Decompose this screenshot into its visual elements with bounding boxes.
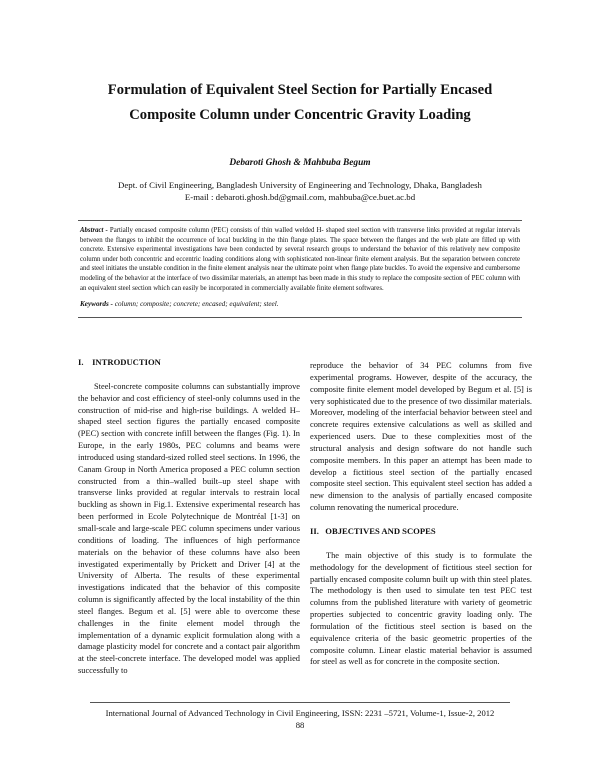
left-column bbox=[78, 357, 300, 677]
abstract-text: Partially encased composite column (PEC) consists of thin walled welded H- shaped steel section with transverse links provided at regular intervals between the flanges to inhibit the occurrence of local buckling in the thin flange plates. The space between the flanges and the web plate are filled up with concrete. Extensive experimental investigations have been conducted by several research groups to understand the behavior of this relatively new composite column under both concentric and eccentric loading conditions along with sophisticated non-linear finite element analysis. But the separation between concrete and steel initiates the unstable condition in the finite element analysis near the ultimate point when flange plate buckles. To avoid the expensive and cumbersome modeling of the behavior at the interface of two dissimilar materials, an attempt has been made in this study to replace the composite section of PEC column with an equivalent steel section which can easily be incorporated in commercially available finite element softwares. bbox=[80, 227, 521, 292]
page-number: 88 bbox=[295, 720, 305, 730]
footer bbox=[0, 707, 600, 731]
keywords bbox=[80, 300, 520, 308]
abstract-bottom-rule bbox=[78, 317, 522, 318]
title-line-1: Formulation of Equivalent Steel Section for Partially Encased bbox=[107, 82, 493, 98]
title-line-2: Composite Column under Concentric Gravity Loading bbox=[129, 107, 471, 123]
abstract bbox=[80, 226, 520, 293]
section-heading-objectives: II. OBJECTIVES AND SCOPES bbox=[310, 525, 436, 536]
intro-paragraph-continued: reproduce the behavior of 34 PEC columns from five experimental programs. However, despite of the accuracy, the composite finite element model developed by Begum et al. [5] is very sophisticated due to the presence of two dissimilar materials. Moreover, modeling of the interfacial behavior between steel and concrete requires extensive calculations as well as skilled and experienced users. Due to these complexities most of the structural analysis and design software do not handle such composite members. In this paper an attempt has been made to develop a fictitious steel section of the partially encased composite steel section. This equivalent steel section has added a new dimension to the analysis of partially encased composite column renovating the numerical procedure. bbox=[310, 361, 532, 513]
keywords-label: Keywords - bbox=[80, 300, 115, 308]
objectives-paragraph: The main objective of this study is to formulate the methodology for the development of fictitious steel section for partially encased composite column built up with thin steel plates. The methodology is then used to simulate ten test PEC test columns from the published literature with variety of geometric properties subjected to concentric gravity loading only. The formulation of the fictitious steel section is based on the equivalence criteria of the basic geometric properties of the composite column. Linear elastic material behavior is assumed for steel as well as for concrete in the composite section. bbox=[310, 550, 532, 667]
paper-title bbox=[60, 78, 540, 128]
right-column bbox=[310, 360, 532, 668]
keywords-text: column; composite; concrete; encased; equivalent; steel. bbox=[114, 300, 279, 308]
footer-journal: International Journal of Advanced Technology in Civil Engineering, ISSN: 2231 –5721, Volume-1, Issue-2, 2012 bbox=[105, 708, 495, 718]
abstract-top-rule bbox=[78, 220, 522, 221]
abstract-label: Abstract - bbox=[80, 227, 110, 234]
affiliation: Dept. of Civil Engineering, Bangladesh University of Engineering and Technology, Dhaka, Bangladesh bbox=[118, 180, 482, 190]
email: E-mail : debaroti.ghosh.bd@gmail.com, mahbuba@ce.buet.ac.bd bbox=[184, 192, 416, 202]
footer-rule bbox=[90, 702, 510, 703]
authors: Debaroti Ghosh & Mahbuba Begum bbox=[229, 158, 371, 168]
intro-paragraph: Steel-concrete composite columns can substantially improve the behavior and cost efficiency of steel-only columns used in the construction of mid-rise and high-rise buildings. A welded H–shaped steel section figures the partially encased composite (PEC) section with concrete infill between the flanges (Fig. 1). In Europe, in the early 1980s, PEC columns and beams were introduced using standard-sized rolled steel sections. In 1996, the Canam Group in North America proposed a PEC column section constructed from a thin–walled built–up steel shape with transverse links provided at regular intervals to restrain local buckling as shown in Fig.1. Extensive experimental research has been performed in Ecole Polytechnique de Montréal [1-3] on small-scale and large-scale PEC column specimens under various conditions of loading. The influences of high performance materials on the behavior of these columns have also been investigated experimentally by Prickett and Driver [4] at the University of Alberta. The results of these experimental investigations indicated that the behavior of this composite column is significantly affected by the local instability of the thin steel flanges. Begum et al. [5] were able to overcome these challenges in the finite element model through the implementation of a dynamic explicit formulation along with a damage plasticity model for concrete and a contact pair algorithm at the steel-concrete interface. The developed model was applied successfully to bbox=[78, 381, 300, 676]
affiliation-block bbox=[40, 179, 560, 203]
section-heading-introduction: I. INTRODUCTION bbox=[78, 357, 161, 367]
